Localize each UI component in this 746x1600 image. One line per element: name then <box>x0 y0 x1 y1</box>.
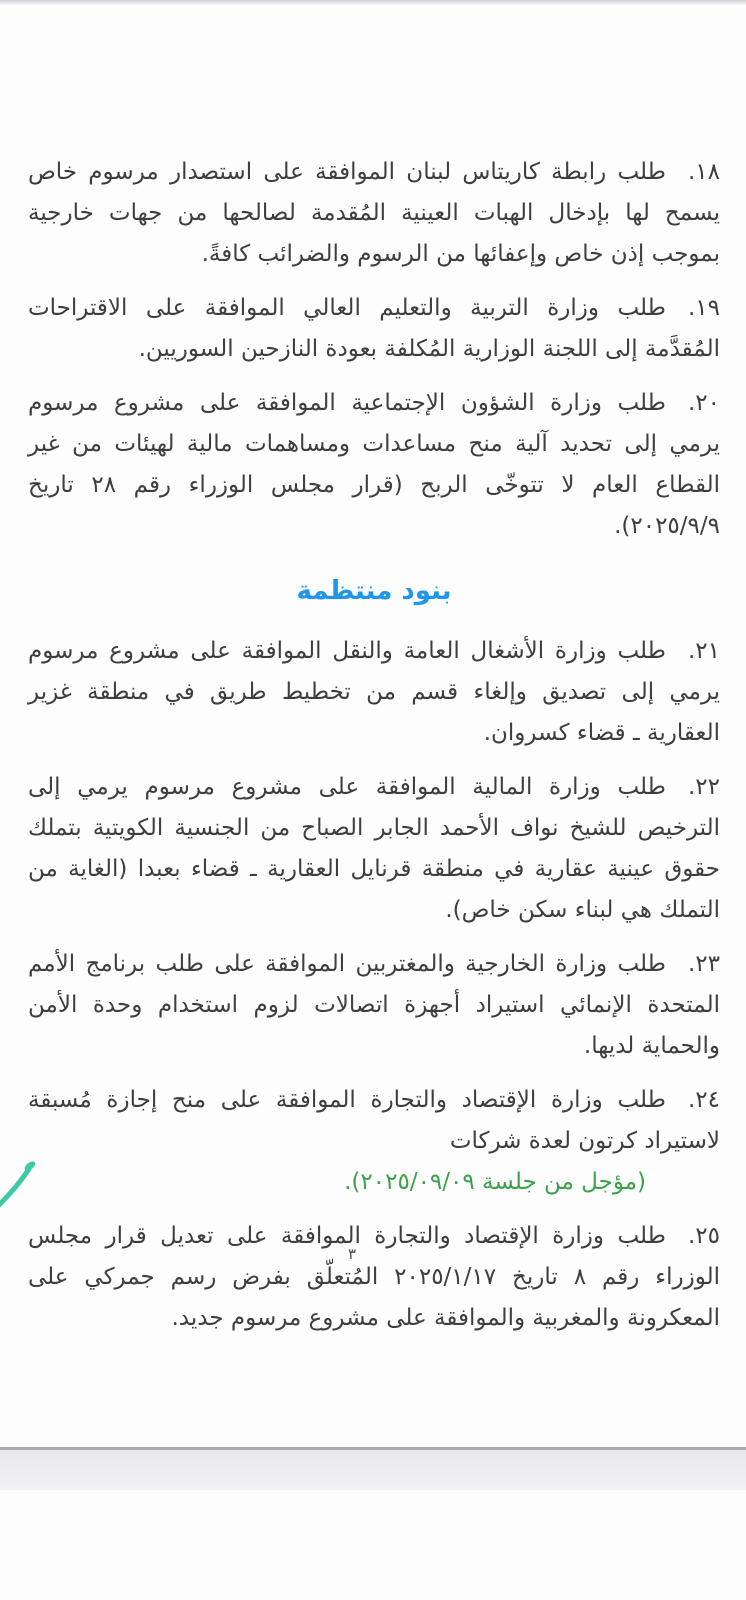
agenda-item-19 <box>28 288 720 370</box>
item-number: ٢٤. <box>687 1087 720 1113</box>
agenda-item-18 <box>28 152 720 275</box>
item-text: طلب وزارة التربية والتعليم العالي الموافقة على الاقتراحات المُقدَّمة إلى اللجنة الوزارية المُكلفة بعودة النازحين السوريين. <box>28 295 720 362</box>
page-bottom-edge <box>0 1447 746 1490</box>
item-text: طلب وزارة الخارجية والمغتربين الموافقة على طلب برنامج الأمم المتحدة الإنمائي استيراد أجهزة اتصالات لزوم استخدام وحدة الأمن والحماية لديها. <box>28 951 720 1059</box>
agenda-item-21 <box>28 631 720 754</box>
section-heading: بنود منتظمة <box>296 576 452 606</box>
item-text: طلب وزارة المالية الموافقة على مشروع مرسوم يرمي إلى الترخيص للشيخ نواف الأحمد الجابر الصباح من الجنسية الكويتية بتملك حقوق عينية عقارية في منطقة قرنايل العقارية ـ قضاء بعبدا (الغاية من التملك هي لبناء سكن خاص). <box>28 774 720 923</box>
item-number: ١٨. <box>687 159 720 185</box>
item-text: طلب وزارة الإقتصاد والتجارة الموافقة على منح إجازة مُسبقة لاستيراد كرتون لعدة شركات <box>28 1087 720 1154</box>
page-number: ٣ <box>348 1245 357 1263</box>
item-text: طلب رابطة كاريتاس لبنان الموافقة على استصدار مرسوم خاص يسمح لها بإدخال الهبات العينية المُقدمة لصالحها من جهات خارجية بموجب إذن خاص وإعفائها من الرسوم والضرائب كافةً. <box>28 159 720 267</box>
deferred-session-note: (مؤجل من جلسة ٢٠٢٥/٠٩/٠٩). <box>344 1169 646 1195</box>
item-number: ٢١. <box>687 638 720 664</box>
item-number: ١٩. <box>687 295 720 321</box>
agenda-item-22 <box>28 767 720 931</box>
agenda-item-23 <box>28 944 720 1067</box>
agenda-item-24 <box>28 1080 720 1203</box>
item-number: ٢٠. <box>687 390 720 416</box>
handwritten-pen-mark-icon <box>0 1145 57 1217</box>
item-text: طلب وزارة الشؤون الإجتماعية الموافقة على مشروع مرسوم يرمي إلى تحديد آلية منح مساعدات ومساهمات مالية لهيئات من غير القطاع العام لا تتوخّى الربح (قرار مجلس الوزراء رقم ٢٨ تاريخ ٢٠٢٥/٩/٩). <box>28 390 721 539</box>
item-text: طلب وزارة الإقتصاد والتجارة الموافقة على تعديل قرار مجلس الوزراء رقم ٨ تاريخ ٢٠٢٥/١/١٧ المُتعلّق بفرض رسم جمركي على المعكرونة والمغربية والموافقة على مشروع مرسوم جديد. <box>28 1223 721 1331</box>
agenda-item-20 <box>28 383 720 547</box>
item-text: طلب وزارة الأشغال العامة والنقل الموافقة على مشروع مرسوم يرمي إلى تصديق وإلغاء قسم من تخطيط طريق في منطقة غزير العقارية ـ قضاء كسروان. <box>28 638 720 746</box>
item-number: ٢٢. <box>687 774 720 800</box>
agenda-item-25 <box>28 1216 720 1339</box>
item-number: ٢٣. <box>687 951 720 977</box>
item-number: ٢٥. <box>687 1223 720 1249</box>
